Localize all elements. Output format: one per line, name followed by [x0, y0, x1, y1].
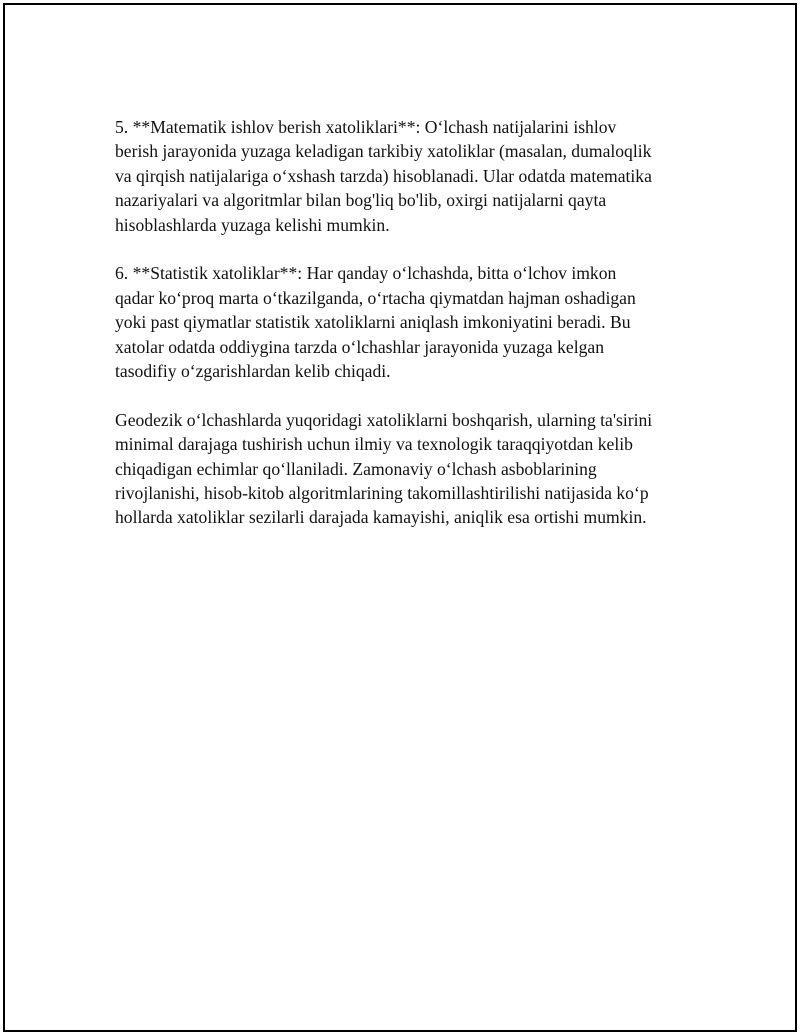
paragraph-mathematical-errors	[115, 115, 695, 237]
text-line: hisoblashlarda yuzaga kelishi mumkin.	[115, 214, 390, 235]
text-line: va qirqish natijalariga o‘xshash tarzda) hisoblanadi. Ular odatda matematika	[115, 165, 652, 186]
text-line: tasodifiy o‘zgarishlardan kelib chiqadi.	[115, 361, 391, 382]
paragraph-conclusion	[115, 408, 695, 530]
paragraph-statistical-errors	[115, 261, 695, 383]
text-line: yoki past qiymatlar statistik xatoliklarni aniqlash imkoniyatini beradi. Bu	[115, 312, 631, 333]
document-body	[115, 115, 695, 554]
text-line: nazariyalari va algoritmlar bilan bog'liq bo'lib, oxirgi natijalarni qayta	[115, 190, 607, 211]
text-line: chiqadigan echimlar qo‘llaniladi. Zamonaviy o‘lchash asboblarining	[115, 458, 597, 479]
text-line: hollarda xatoliklar sezilarli darajada kamayishi, aniqlik esa ortishi mumkin.	[115, 507, 647, 528]
text-line: 6. **Statistik xatoliklar**: Har qanday o‘lchashda, bitta o‘lchov imkon	[115, 263, 617, 284]
text-line: rivojlanishi, hisob-kitob algoritmlarining takomillashtirilishi natijasida ko‘p	[115, 483, 649, 504]
text-line: xatolar odatda oddiygina tarzda o‘lchashlar jarayonida yuzaga kelgan	[115, 336, 604, 357]
text-line: berish jarayonida yuzaga keladigan tarkibiy xatoliklar (masalan, dumaloqlik	[115, 141, 652, 162]
text-line: 5. **Matematik ishlov berish xatoliklari**: O‘lchash natijalarini ishlov	[115, 117, 617, 137]
text-line: minimal darajaga tushirish uchun ilmiy va texnologik taraqqiyotdan kelib	[115, 434, 633, 455]
text-line: Geodezik o‘lchashlarda yuqoridagi xatoliklarni boshqarish, ularning ta'sirini	[115, 409, 653, 430]
text-line: qadar ko‘proq marta o‘tkazilganda, o‘rtacha qiymatdan hajman oshadigan	[115, 287, 636, 308]
